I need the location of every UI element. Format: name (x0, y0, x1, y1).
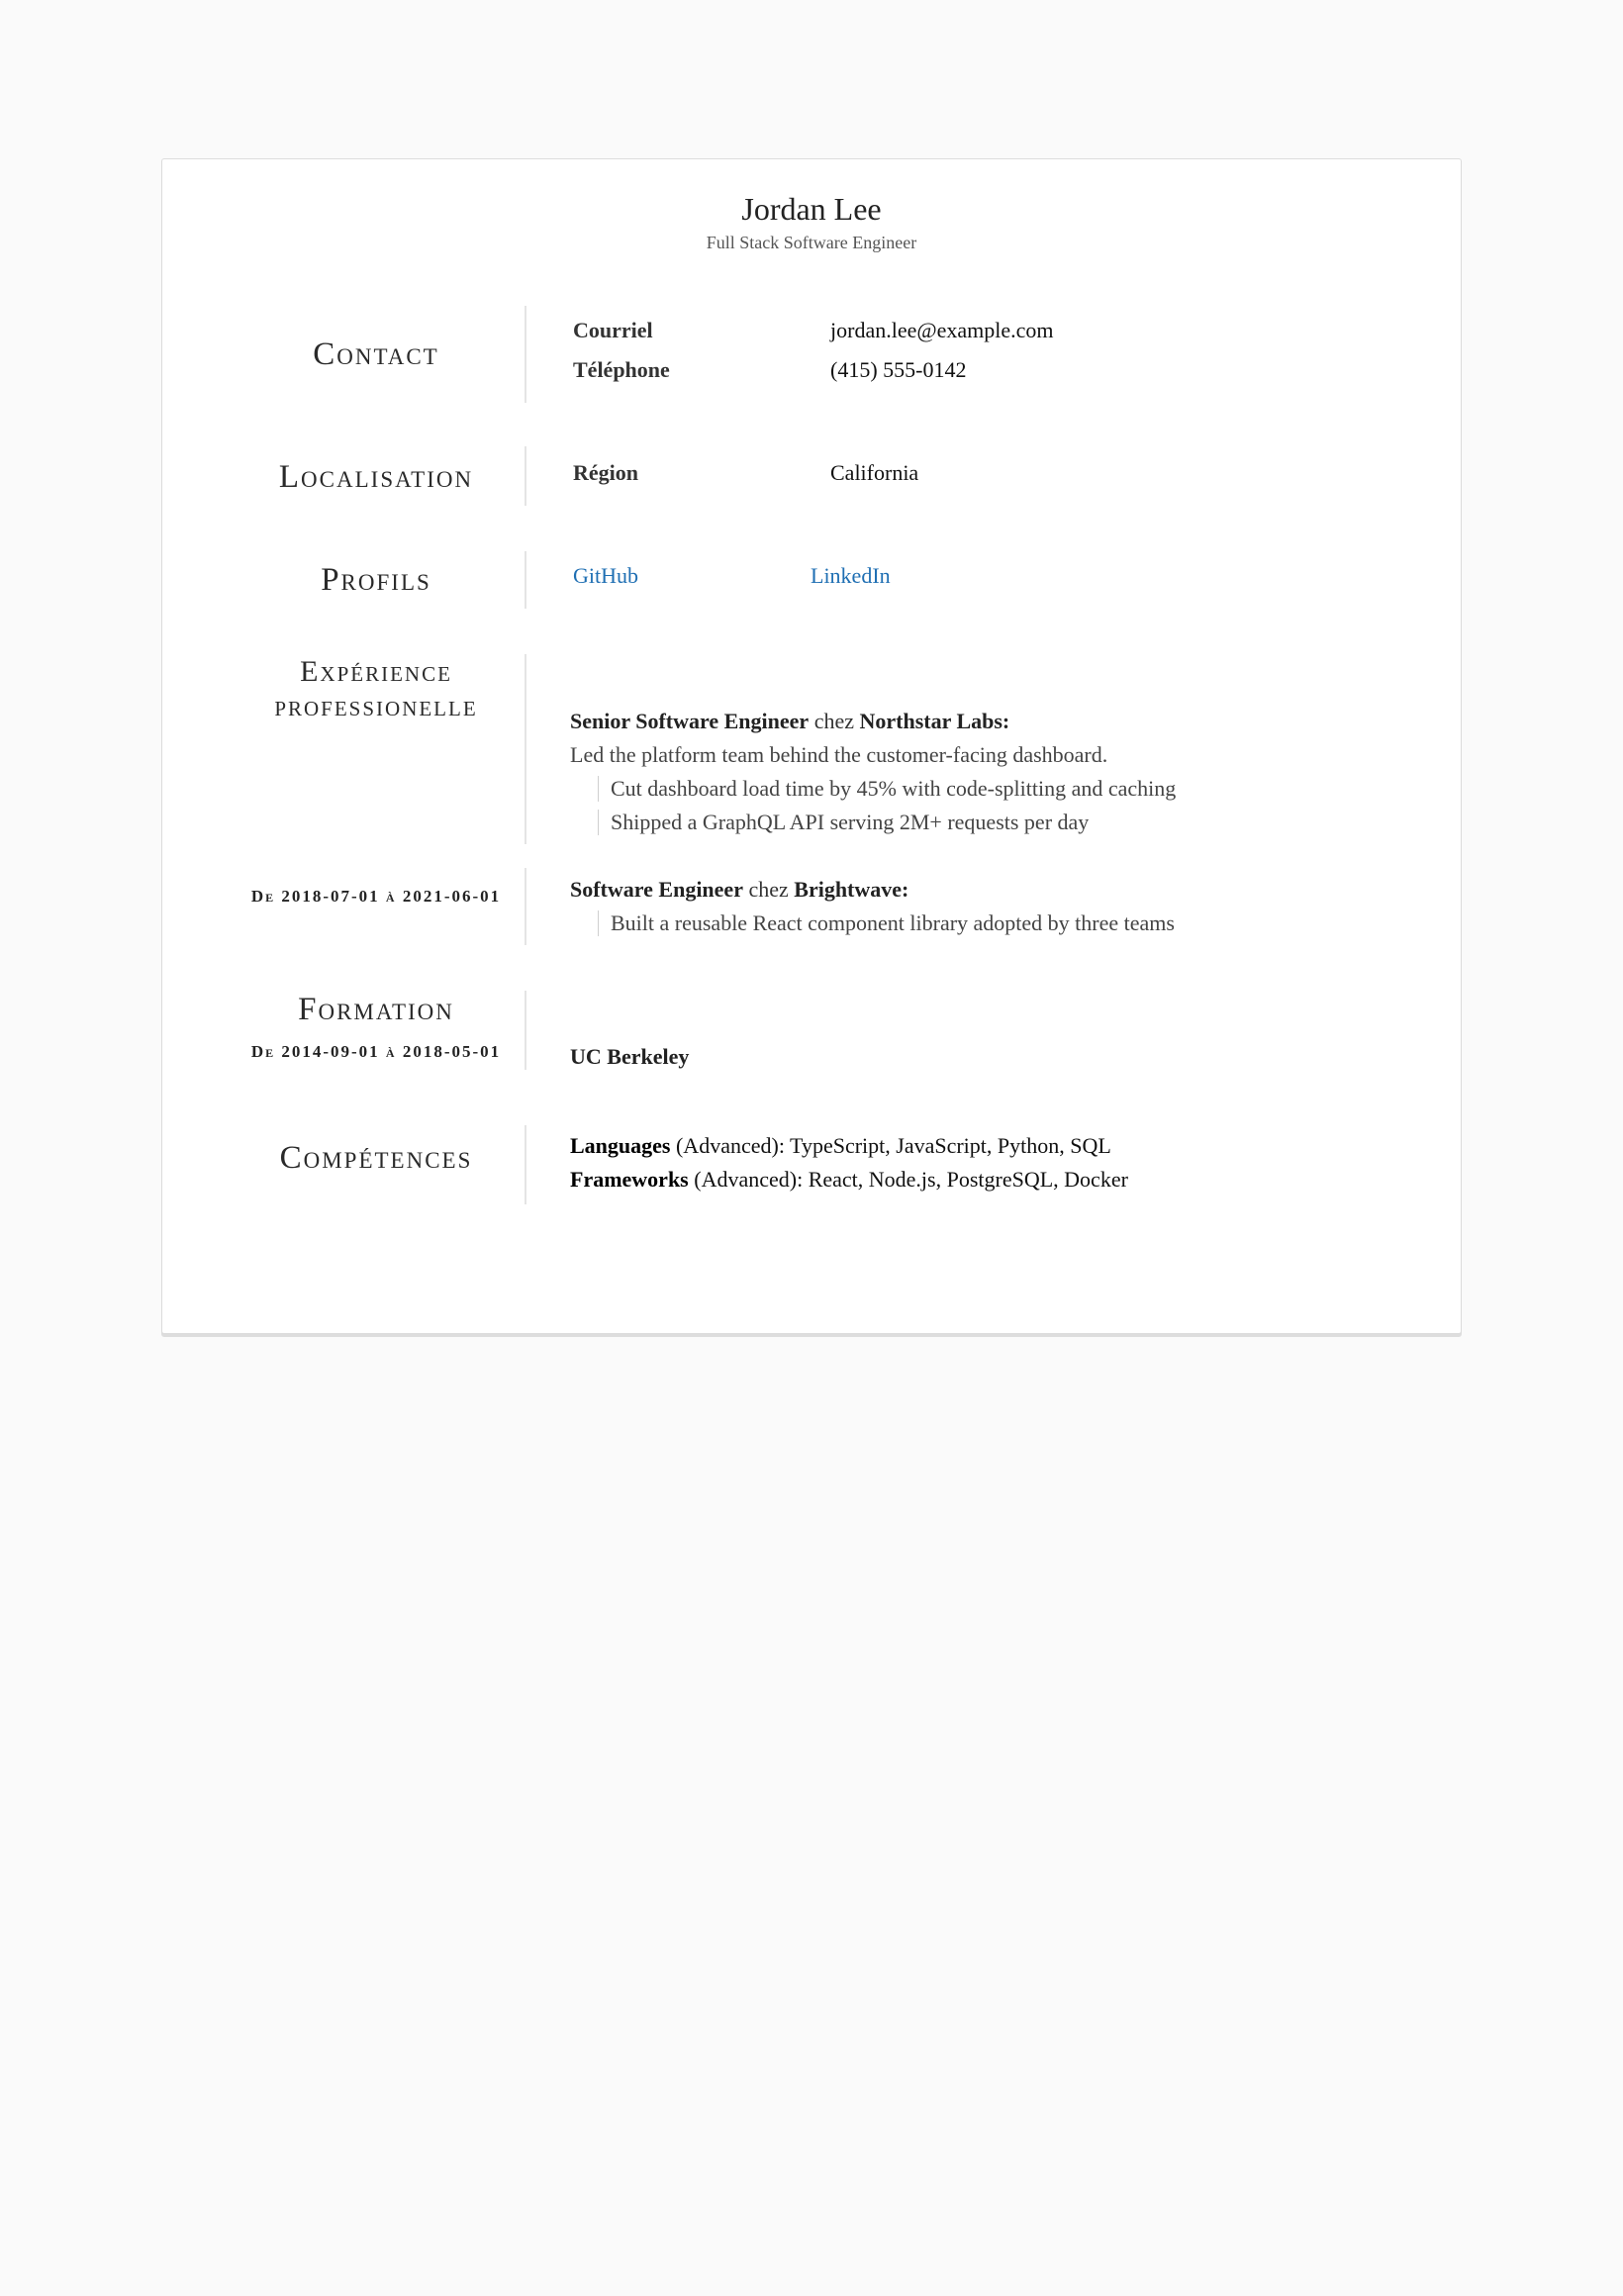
section-divider (525, 868, 526, 945)
skill-name: Languages (570, 1133, 671, 1158)
phone-label: Téléphone (573, 357, 670, 382)
section-divider (525, 654, 526, 844)
job-highlight: Cut dashboard load time by 45% with code-splitting and caching (598, 776, 1176, 802)
job-position: Senior Software Engineer (570, 709, 810, 733)
skill-item (570, 1167, 1128, 1193)
phone-value[interactable]: (415) 555-0142 (830, 357, 967, 382)
education-dates: De 2014-09-01 à 2018-05-01 (250, 1042, 502, 1061)
job-connector: chez (748, 877, 789, 902)
experience-heading-line2: professionelle (274, 690, 478, 723)
skill-level: (Advanced): (675, 1133, 785, 1158)
skill-name: Frameworks (570, 1167, 689, 1192)
profiles-heading: Profils (321, 562, 431, 598)
education-heading: Formation (298, 992, 454, 1027)
education-institution (570, 1044, 689, 1070)
contact-section (162, 306, 1461, 403)
skills-heading: Compétences (279, 1140, 473, 1176)
resume-page (161, 158, 1462, 1334)
experience-heading-line1: Expérience (300, 655, 452, 688)
skill-item (570, 1133, 1111, 1159)
profiles-section (162, 551, 1461, 609)
job-connector: chez (813, 709, 854, 733)
profile-link-linkedin[interactable]: LinkedIn (811, 563, 891, 588)
region-value: California (830, 460, 919, 485)
location-heading: Localisation (278, 459, 474, 495)
skill-keywords: TypeScript, JavaScript, Python, SQL (790, 1133, 1111, 1158)
section-divider (525, 1125, 526, 1204)
job-summary: Led the platform team behind the customer-facing dashboard. (570, 742, 1108, 767)
skills-section (162, 1125, 1461, 1204)
contact-heading: Contact (313, 336, 439, 372)
section-divider (525, 306, 526, 403)
person-name: Jordan Lee (741, 191, 882, 227)
profile-link-github[interactable]: GitHub (573, 563, 638, 588)
section-divider (525, 446, 526, 506)
experience-heading (247, 654, 505, 724)
experience-section (162, 654, 1461, 951)
email-label: Courriel (573, 318, 653, 342)
skill-keywords: React, Node.js, PostgreSQL, Docker (808, 1167, 1128, 1192)
job-heading (570, 709, 1009, 734)
job-highlight: Shipped a GraphQL API serving 2M+ requests per day (598, 810, 1089, 835)
person-title: Full Stack Software Engineer (706, 232, 917, 252)
job-company: Brightwave: (794, 877, 909, 902)
institution-name: UC Berkeley (570, 1044, 690, 1069)
education-section (162, 991, 1461, 1070)
section-divider (525, 991, 526, 1070)
job-heading (570, 877, 908, 903)
job-highlight: Built a reusable React component library adopted by three teams (598, 910, 1175, 936)
location-section (162, 446, 1461, 506)
email-value[interactable]: jordan.lee@example.com (830, 318, 1054, 342)
region-label: Région (573, 460, 638, 485)
job-position: Software Engineer (570, 877, 743, 902)
job-company: Northstar Labs: (859, 709, 1010, 733)
resume-header (162, 189, 1461, 253)
skill-level: (Advanced): (694, 1167, 804, 1192)
section-divider (525, 551, 526, 609)
job-dates: De 2018-07-01 à 2021-06-01 (250, 887, 502, 906)
